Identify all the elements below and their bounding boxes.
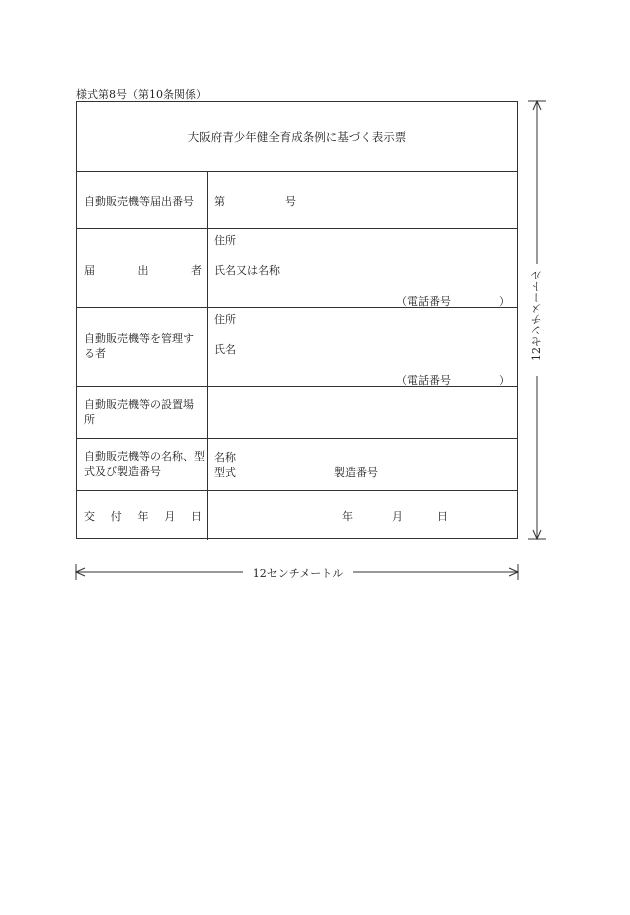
issue-year: 年: [342, 510, 353, 523]
manager-phone-close: ）: [499, 374, 510, 387]
row-issue-date: [77, 491, 517, 540]
row-location: [77, 387, 517, 439]
manager-name-label: 氏名: [214, 343, 236, 356]
location-value: [208, 387, 517, 438]
issue-month: 月: [392, 510, 403, 523]
manager-address-label: 住所: [214, 313, 236, 326]
machine-name-label: 名称: [214, 451, 236, 464]
number-suffix: 号: [285, 195, 296, 208]
notifier-phone-close: ）: [499, 295, 510, 308]
machine-info-label: 自動販売機等の名称、型式及び製造番号: [84, 450, 205, 478]
notifier-name-label: 氏名又は名称: [214, 264, 280, 277]
form-title: 大阪府青少年健全育成条例に基づく表示票: [77, 102, 517, 172]
form-number: 様式第8号（第10条関係）: [76, 88, 207, 101]
row-machine-info: [77, 439, 517, 491]
number-prefix: 第: [214, 195, 225, 208]
machine-serial-label: 製造番号: [334, 466, 378, 479]
issue-date-label: 交 付 年 月 日: [84, 510, 202, 523]
notifier-address-label: 住所: [214, 234, 236, 247]
manager-label: 自動販売機等を管理する者: [84, 332, 194, 360]
manager-phone-open: （電話番号: [396, 374, 451, 387]
row-notifier: [77, 229, 517, 308]
notification-number-label: 自動販売機等届出番号: [84, 195, 194, 208]
notifier-phone-open: （電話番号: [396, 295, 451, 308]
issue-day: 日: [437, 510, 448, 523]
horizontal-dimension-label: 12センチメートル: [252, 567, 344, 580]
notifier-label: 届 出 者: [84, 264, 202, 277]
display-form: [76, 101, 518, 539]
row-manager: [77, 308, 517, 387]
machine-model-label: 型式: [214, 466, 236, 479]
location-label: 自動販売機等の設置場所: [84, 398, 194, 426]
vertical-dimension-label: 12センチメートル: [530, 270, 543, 361]
row-notification-number: [77, 172, 517, 229]
